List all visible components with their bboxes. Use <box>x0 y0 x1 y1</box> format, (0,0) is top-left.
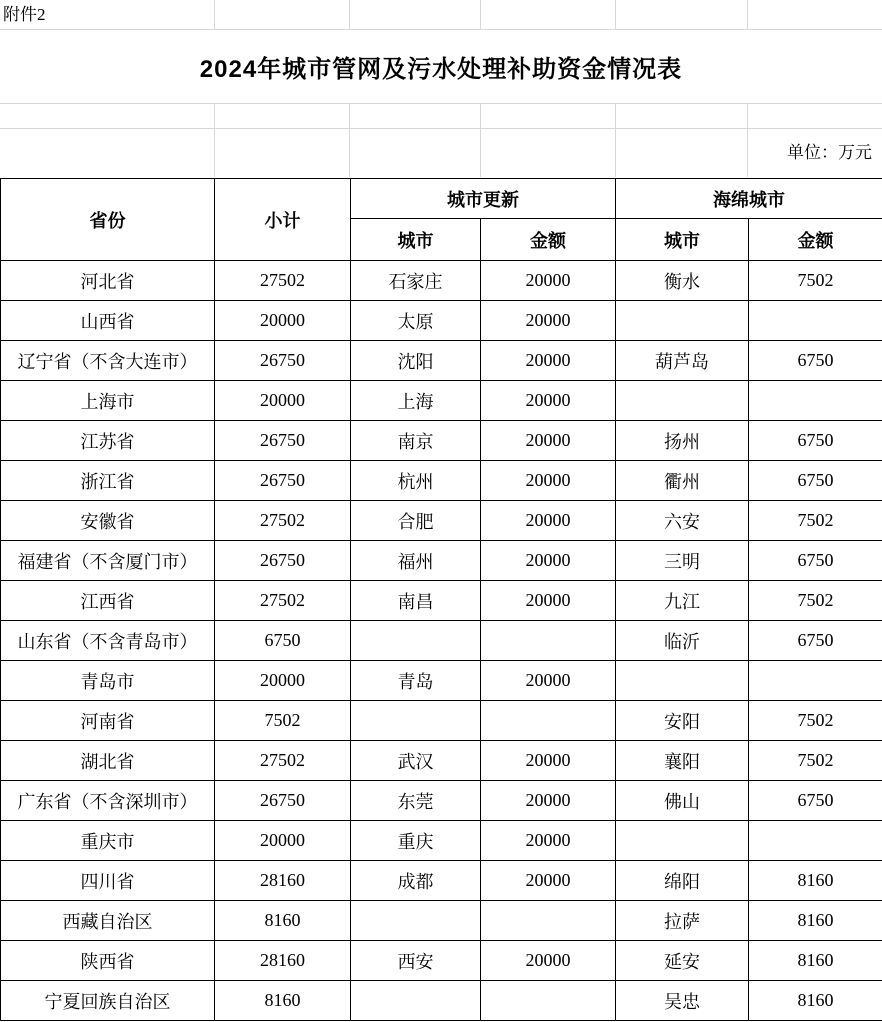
cell-subtotal: 20000 <box>215 381 351 421</box>
table-row <box>1 741 882 781</box>
cell-province: 四川省 <box>1 861 215 901</box>
header-row-1 <box>1 179 882 219</box>
cell-sc-city: 三明 <box>616 541 749 581</box>
cell-sc-amount: 7502 <box>749 581 882 621</box>
header-ur-amount: 金额 <box>481 219 616 261</box>
sheet-gridline <box>0 103 882 104</box>
table-row <box>1 821 882 861</box>
cell-ur-city: 重庆 <box>351 821 481 861</box>
cell-ur-amount: 20000 <box>481 541 616 581</box>
cell-sc-city: 临沂 <box>616 621 749 661</box>
cell-province: 广东省（不含深圳市） <box>1 781 215 821</box>
cell-ur-city: 青岛 <box>351 661 481 701</box>
cell-sc-amount: 8160 <box>749 901 882 941</box>
cell-sc-amount <box>749 661 882 701</box>
cell-province: 山西省 <box>1 301 215 341</box>
table-row <box>1 781 882 821</box>
header-urban-renewal: 城市更新 <box>351 179 616 219</box>
header-sponge-city: 海绵城市 <box>616 179 882 219</box>
table-row <box>1 701 882 741</box>
table-row <box>1 461 882 501</box>
cell-sc-amount <box>749 301 882 341</box>
cell-ur-amount <box>481 621 616 661</box>
cell-subtotal: 26750 <box>215 341 351 381</box>
cell-ur-city: 成都 <box>351 861 481 901</box>
cell-sc-amount: 7502 <box>749 701 882 741</box>
table-header <box>1 179 882 261</box>
sheet-gridline <box>349 0 350 29</box>
cell-ur-city: 西安 <box>351 941 481 981</box>
cell-ur-amount <box>481 901 616 941</box>
cell-ur-city: 南昌 <box>351 581 481 621</box>
cell-ur-amount: 20000 <box>481 741 616 781</box>
cell-ur-city: 太原 <box>351 301 481 341</box>
cell-sc-city: 拉萨 <box>616 901 749 941</box>
page-title: 2024年城市管网及污水处理补助资金情况表 <box>199 55 683 83</box>
cell-ur-amount: 20000 <box>481 581 616 621</box>
table-row <box>1 381 882 421</box>
cell-subtotal: 8160 <box>215 981 351 1021</box>
cell-subtotal: 6750 <box>215 621 351 661</box>
table-row <box>1 981 882 1021</box>
cell-subtotal: 8160 <box>215 901 351 941</box>
cell-province: 青岛市 <box>1 661 215 701</box>
cell-ur-amount <box>481 981 616 1021</box>
cell-province: 江苏省 <box>1 421 215 461</box>
cell-sc-city: 九江 <box>616 581 749 621</box>
cell-ur-city: 南京 <box>351 421 481 461</box>
cell-province: 安徽省 <box>1 501 215 541</box>
header-ur-city: 城市 <box>351 219 481 261</box>
cell-ur-amount: 20000 <box>481 941 616 981</box>
cell-ur-amount: 20000 <box>481 421 616 461</box>
table-body <box>1 261 882 1021</box>
table-row <box>1 661 882 701</box>
sheet-gridline <box>615 103 616 177</box>
header-sc-city: 城市 <box>616 219 749 261</box>
cell-subtotal: 26750 <box>215 461 351 501</box>
cell-province: 湖北省 <box>1 741 215 781</box>
cell-province: 宁夏回族自治区 <box>1 981 215 1021</box>
cell-province: 山东省（不含青岛市） <box>1 621 215 661</box>
cell-sc-city: 襄阳 <box>616 741 749 781</box>
cell-sc-city <box>616 301 749 341</box>
cell-sc-amount: 6750 <box>749 341 882 381</box>
sheet-gridline <box>349 103 350 177</box>
cell-sc-city: 衡水 <box>616 261 749 301</box>
cell-sc-amount: 6750 <box>749 781 882 821</box>
header-subtotal: 小计 <box>215 179 351 261</box>
cell-sc-city <box>616 661 749 701</box>
cell-subtotal: 26750 <box>215 421 351 461</box>
cell-sc-amount: 6750 <box>749 421 882 461</box>
cell-province: 福建省（不含厦门市） <box>1 541 215 581</box>
cell-ur-city: 福州 <box>351 541 481 581</box>
cell-sc-amount: 8160 <box>749 941 882 981</box>
cell-subtotal: 20000 <box>215 821 351 861</box>
cell-subtotal: 27502 <box>215 581 351 621</box>
table-row <box>1 581 882 621</box>
cell-province: 重庆市 <box>1 821 215 861</box>
cell-province: 西藏自治区 <box>1 901 215 941</box>
table-row <box>1 501 882 541</box>
cell-sc-amount: 7502 <box>749 261 882 301</box>
cell-province: 上海市 <box>1 381 215 421</box>
cell-ur-amount: 20000 <box>481 381 616 421</box>
cell-sc-amount: 6750 <box>749 541 882 581</box>
table-row <box>1 941 882 981</box>
cell-sc-city: 安阳 <box>616 701 749 741</box>
cell-ur-city: 石家庄 <box>351 261 481 301</box>
cell-subtotal: 26750 <box>215 541 351 581</box>
table-row <box>1 421 882 461</box>
cell-sc-city: 吴忠 <box>616 981 749 1021</box>
table-row <box>1 541 882 581</box>
cell-province: 辽宁省（不含大连市） <box>1 341 215 381</box>
cell-sc-amount: 7502 <box>749 741 882 781</box>
cell-ur-amount: 20000 <box>481 781 616 821</box>
cell-subtotal: 28160 <box>215 861 351 901</box>
cell-province: 河南省 <box>1 701 215 741</box>
cell-sc-city <box>616 381 749 421</box>
cell-ur-amount: 20000 <box>481 661 616 701</box>
cell-sc-amount: 8160 <box>749 981 882 1021</box>
table-row <box>1 301 882 341</box>
cell-sc-amount: 7502 <box>749 501 882 541</box>
cell-sc-amount <box>749 821 882 861</box>
cell-sc-city: 延安 <box>616 941 749 981</box>
cell-ur-city: 杭州 <box>351 461 481 501</box>
sheet-gridline <box>615 0 616 29</box>
table-row <box>1 341 882 381</box>
table-row <box>1 901 882 941</box>
sheet-gridline <box>0 128 882 129</box>
cell-sc-city <box>616 821 749 861</box>
sheet-gridline <box>214 0 215 29</box>
cell-sc-city: 葫芦岛 <box>616 341 749 381</box>
cell-ur-amount: 20000 <box>481 261 616 301</box>
cell-subtotal: 28160 <box>215 941 351 981</box>
cell-ur-amount: 20000 <box>481 861 616 901</box>
cell-subtotal: 20000 <box>215 301 351 341</box>
table-row <box>1 861 882 901</box>
cell-ur-city <box>351 901 481 941</box>
cell-province: 浙江省 <box>1 461 215 501</box>
cell-sc-city: 扬州 <box>616 421 749 461</box>
cell-sc-amount: 6750 <box>749 621 882 661</box>
cell-sc-amount <box>749 381 882 421</box>
table-row <box>1 261 882 301</box>
cell-ur-amount: 20000 <box>481 501 616 541</box>
cell-ur-amount: 20000 <box>481 301 616 341</box>
cell-subtotal: 26750 <box>215 781 351 821</box>
cell-ur-city: 东莞 <box>351 781 481 821</box>
cell-sc-city: 六安 <box>616 501 749 541</box>
cell-ur-city: 合肥 <box>351 501 481 541</box>
cell-ur-city <box>351 701 481 741</box>
sheet-gridline <box>747 103 748 177</box>
header-province: 省份 <box>1 179 215 261</box>
cell-subtotal: 20000 <box>215 661 351 701</box>
cell-sc-city: 绵阳 <box>616 861 749 901</box>
sheet-gridline <box>214 103 215 177</box>
attachment-label: 附件2 <box>3 5 46 24</box>
cell-province: 江西省 <box>1 581 215 621</box>
cell-subtotal: 27502 <box>215 261 351 301</box>
cell-ur-city: 上海 <box>351 381 481 421</box>
cell-province: 陕西省 <box>1 941 215 981</box>
cell-sc-city: 衢州 <box>616 461 749 501</box>
cell-ur-amount: 20000 <box>481 341 616 381</box>
cell-ur-city <box>351 981 481 1021</box>
sheet-gridline <box>480 0 481 29</box>
subsidy-table <box>0 178 882 1021</box>
sheet-gridline <box>747 0 748 29</box>
cell-ur-city <box>351 621 481 661</box>
table-row <box>1 621 882 661</box>
header-sc-amount: 金额 <box>749 219 882 261</box>
cell-sc-amount: 6750 <box>749 461 882 501</box>
unit-label: 单位：万元 <box>787 143 872 162</box>
cell-ur-city: 沈阳 <box>351 341 481 381</box>
cell-subtotal: 27502 <box>215 741 351 781</box>
cell-province: 河北省 <box>1 261 215 301</box>
cell-subtotal: 27502 <box>215 501 351 541</box>
cell-ur-city: 武汉 <box>351 741 481 781</box>
cell-sc-city: 佛山 <box>616 781 749 821</box>
cell-ur-amount: 20000 <box>481 461 616 501</box>
cell-sc-amount: 8160 <box>749 861 882 901</box>
cell-ur-amount <box>481 701 616 741</box>
cell-ur-amount: 20000 <box>481 821 616 861</box>
cell-subtotal: 7502 <box>215 701 351 741</box>
sheet-gridline <box>480 103 481 177</box>
